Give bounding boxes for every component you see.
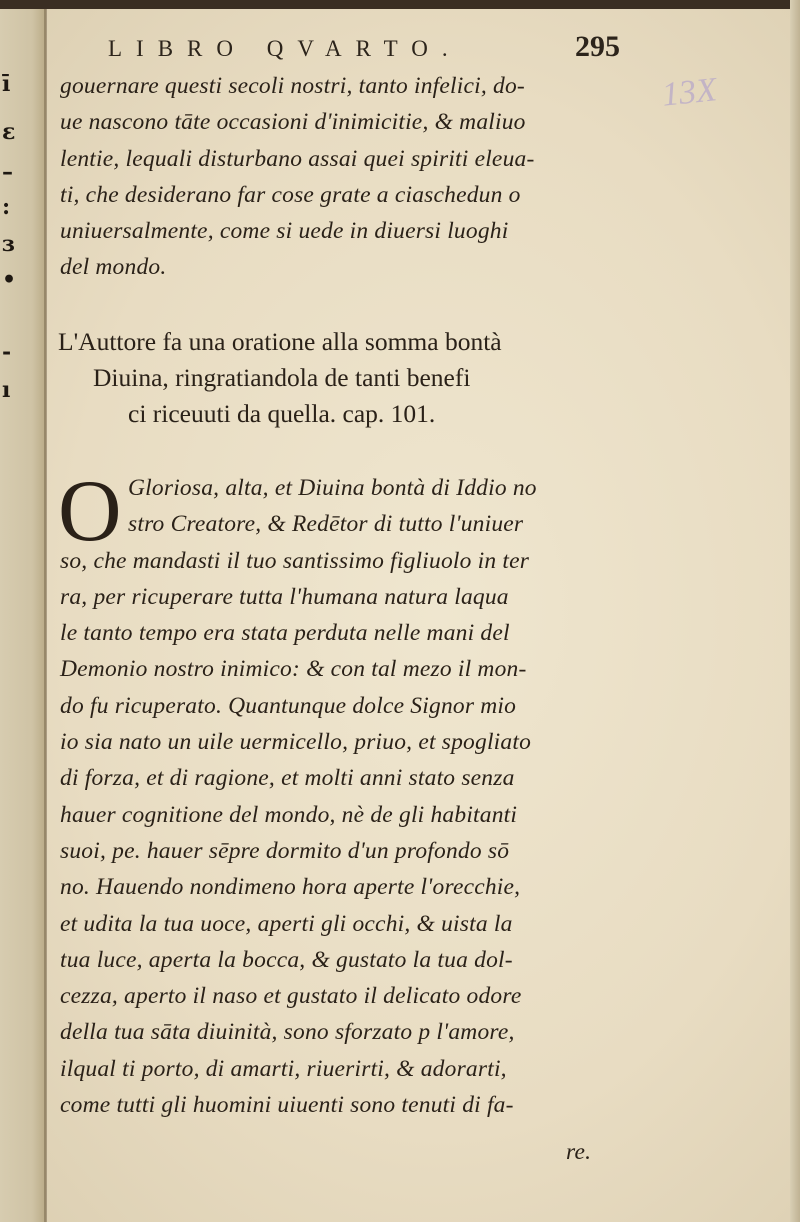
gutter-mark: ε — [2, 119, 16, 145]
library-stamp: 13X — [660, 71, 719, 114]
text-line: io sia nato un uile uermicello, priuo, et spogliato — [60, 729, 532, 756]
running-head: LIBRO QVARTO. — [108, 36, 462, 61]
text-line: stro Creatore, & Redētor di tutto l'uniuer — [128, 511, 524, 538]
text-line: ue nascono tāte occasioni d'inimicitie, & maliuo — [60, 109, 526, 136]
text-line: no. Hauendo nondimeno hora aperte l'orecchie, — [60, 874, 521, 901]
text-line: Gloriosa, alta, et Diuina bontà di Iddio no — [128, 475, 537, 501]
chapter-heading-line: ci riceuuti da quella. cap. 101. — [128, 399, 436, 428]
text-line: ilqual ti porto, di amarti, riuerirti, & adorarti, — [60, 1055, 507, 1082]
text-line: do fu ricuperato. Quantunque dolce Signor mio — [60, 692, 517, 719]
catchword: re. — [566, 1139, 592, 1165]
gutter-mark: ī — [2, 71, 11, 97]
text-line: del mondo. — [60, 254, 167, 281]
text-line: come tutti gli huomini uiuenti sono tenuti di fa- — [60, 1092, 514, 1119]
text-line: ti, che desiderano far cose grate a ciaschedun o — [60, 181, 521, 208]
top-edge — [0, 0, 800, 9]
text-line: suoi, pe. hauer sēpre dormito d'un profondo sō — [60, 837, 510, 864]
gutter-mark: – — [2, 159, 13, 185]
text-line: le tanto tempo era stata perduta nelle mani del — [60, 620, 510, 647]
text-line: uniuersalmente, come si uede in diuersi luoghi — [60, 218, 509, 245]
paragraph-continuation — [60, 68, 650, 286]
gutter-mark: ɜ — [2, 231, 15, 257]
text-line: tua luce, aperta la bocca, & gustato la tua dol- — [60, 946, 513, 973]
gutter-mark: • — [2, 267, 17, 293]
gutter-mark: : — [2, 194, 11, 220]
text-line: et udita la tua uoce, aperti gli occhi, & uista la — [60, 910, 513, 937]
right-edge — [790, 0, 800, 1222]
text-line: gouernare questi secoli nostri, tanto infelici, do- — [60, 73, 525, 99]
drop-cap: O — [58, 463, 122, 560]
text-line: lentie, lequali disturbano assai quei spiriti eleua- — [60, 145, 535, 172]
chapter-heading-line: Diuina, ringratiandola de tanti benefi — [93, 363, 471, 392]
binding-line — [44, 9, 47, 1222]
text-line: so, che mandasti il tuo santissimo figliuolo in ter — [60, 547, 530, 574]
gutter-mark: ı — [2, 377, 11, 403]
text-line: hauer cognitione del mondo, nè de gli habitanti — [60, 801, 518, 828]
text-line: cezza, aperto il naso et gustato il delicato odore — [60, 983, 522, 1010]
text-line: Demonio nostro inimico: & con tal mezo il mon- — [60, 656, 527, 683]
text-line: della tua sāta diuinità, sono sforzato p l'amore, — [60, 1019, 515, 1046]
chapter-heading-line: L'Auttore fa una oratione alla somma bontà — [58, 327, 502, 356]
text-line: di forza, et di ragione, et molti anni stato senza — [60, 765, 515, 792]
page-number: 295 — [575, 30, 620, 63]
left-gutter — [0, 9, 46, 1222]
gutter-mark: - — [2, 339, 12, 365]
chapter-body — [58, 463, 660, 1123]
text-line: ra, per ricuperare tutta l'humana natura laqua — [60, 583, 509, 610]
